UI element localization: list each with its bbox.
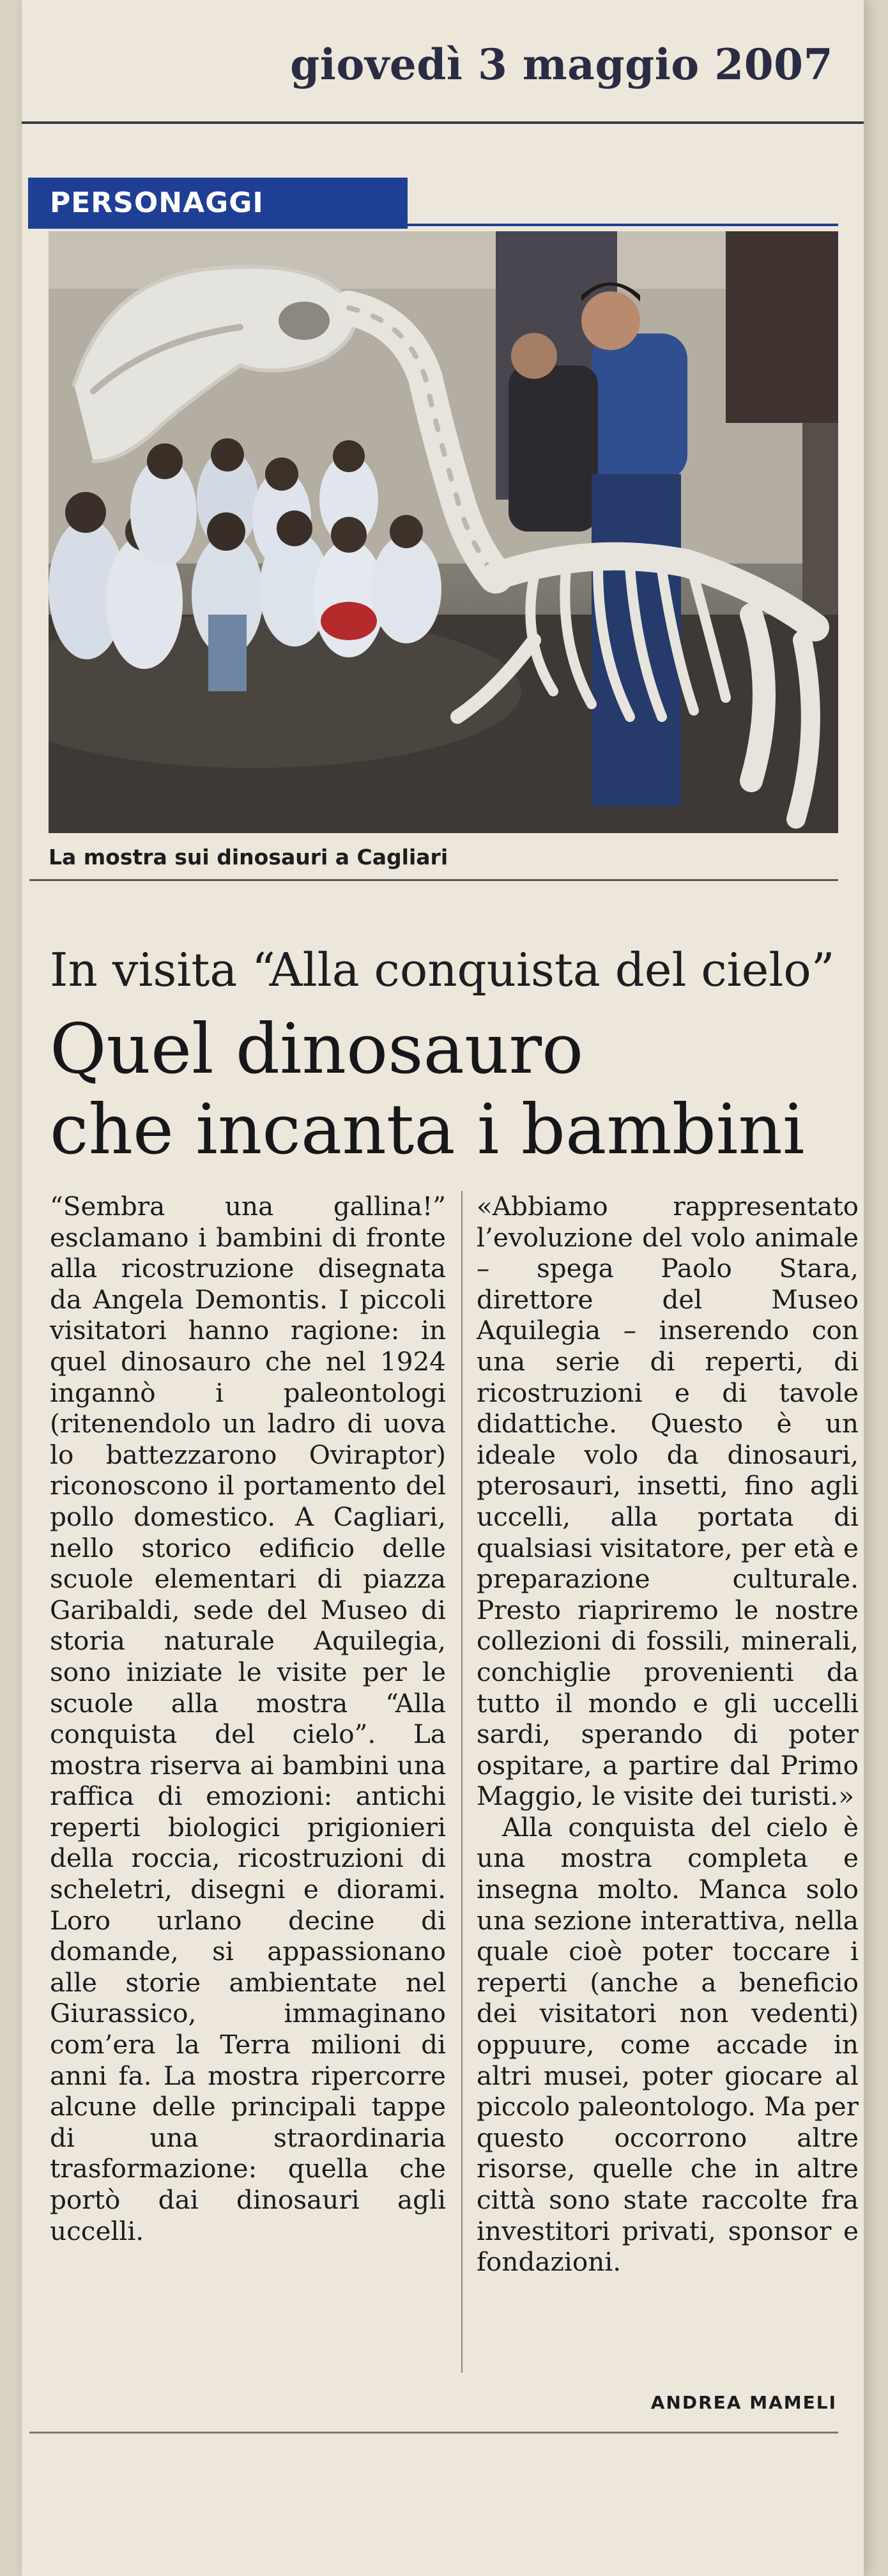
article-column-right xyxy=(477,1191,859,2278)
section-rule xyxy=(408,224,838,226)
footer-rule xyxy=(29,2432,838,2434)
article-headline xyxy=(50,1009,842,1170)
article-column-left xyxy=(50,1191,446,2246)
column-divider xyxy=(461,1191,463,2373)
header-rule xyxy=(22,121,864,124)
headline-line: che incanta i bambini xyxy=(50,1090,805,1170)
section-banner xyxy=(28,178,408,229)
dinosaur-exhibit-photo xyxy=(49,231,838,833)
article-paragraph: Alla conquista del cielo è una mostra completa e insegna molto. Manca solo una sezione interattiva, nella quale cioè poter toccare i reperti (anche a beneficio dei visitatori non vedenti) oppuure, come accade in altri musei, poter giocare al piccolo paleontologo. Ma per questo occorrono altre risorse, quelle che in altre città sono state raccolte fra investitori privati, sponsor e fondazioni. xyxy=(477,1811,859,2278)
article-paragraph: “Sembra una gallina!” esclamano i bambini di fronte alla ricostruzione disegnata da Angela Demontis. I piccoli visitatori hanno ragione: in quel dinosauro che nel 1924 ingannò i paleontologi (ritenendolo un ladro di uova lo battezzarono Oviraptor) riconoscono il portamento del pollo domestico. A Cagliari, nello storico edificio delle scuole elementari di piazza Garibaldi, sede del Museo di storia naturale Aquilegia, sono iniziate le visite per le scuole alla mostra “Alla conquista del cielo”. La mostra riserva ai bambini una raffica di emozioni: antichi reperti biologici prigionieri della roccia, ricostruzioni di scheletri, disegni e diorami. Loro urlano decine di domande, si appassionano alle storie ambientate nel Giurassico, immaginano com’era la Terra milioni di anni fa. La mostra ripercorre alcune delle principali tappe di una straordinaria trasformazione: quella che portò dai dinosauri agli uccelli. xyxy=(50,1191,446,2246)
section-label: PERSONAGGI xyxy=(50,187,264,219)
author-byline: ANDREA MAMELI xyxy=(650,2392,837,2413)
article-photo xyxy=(49,231,838,833)
headline-line: Quel dinosauro xyxy=(50,1009,584,1089)
newspaper-clipping xyxy=(22,0,864,2576)
article-paragraph: «Abbiamo rappresentato l’evoluzione del volo animale – spega Paolo Stara, direttore del Museo Aquilegia – inserendo con una serie di reperti, di ricostruzioni e di tavole didattiche. Questo è un ideale volo da dinosauri, pterosauri, insetti, fino agli uccelli, alla portata di qualsiasi visitatore, per età e preparazione culturale. Presto riapriremo le nostre collezioni di fossili, minerali, conchiglie provenienti da tutto il mondo e gli uccelli sardi, sperando di poter ospitare, a partire dal Primo Maggio, le visite dei turisti.» xyxy=(477,1191,859,1812)
article-kicker: In visita “Alla conquista del cielo” xyxy=(50,943,835,997)
photo-caption: La mostra sui dinosauri a Cagliari xyxy=(49,845,448,870)
caption-rule xyxy=(29,879,838,881)
issue-date: giovedì 3 maggio 2007 xyxy=(290,40,833,89)
